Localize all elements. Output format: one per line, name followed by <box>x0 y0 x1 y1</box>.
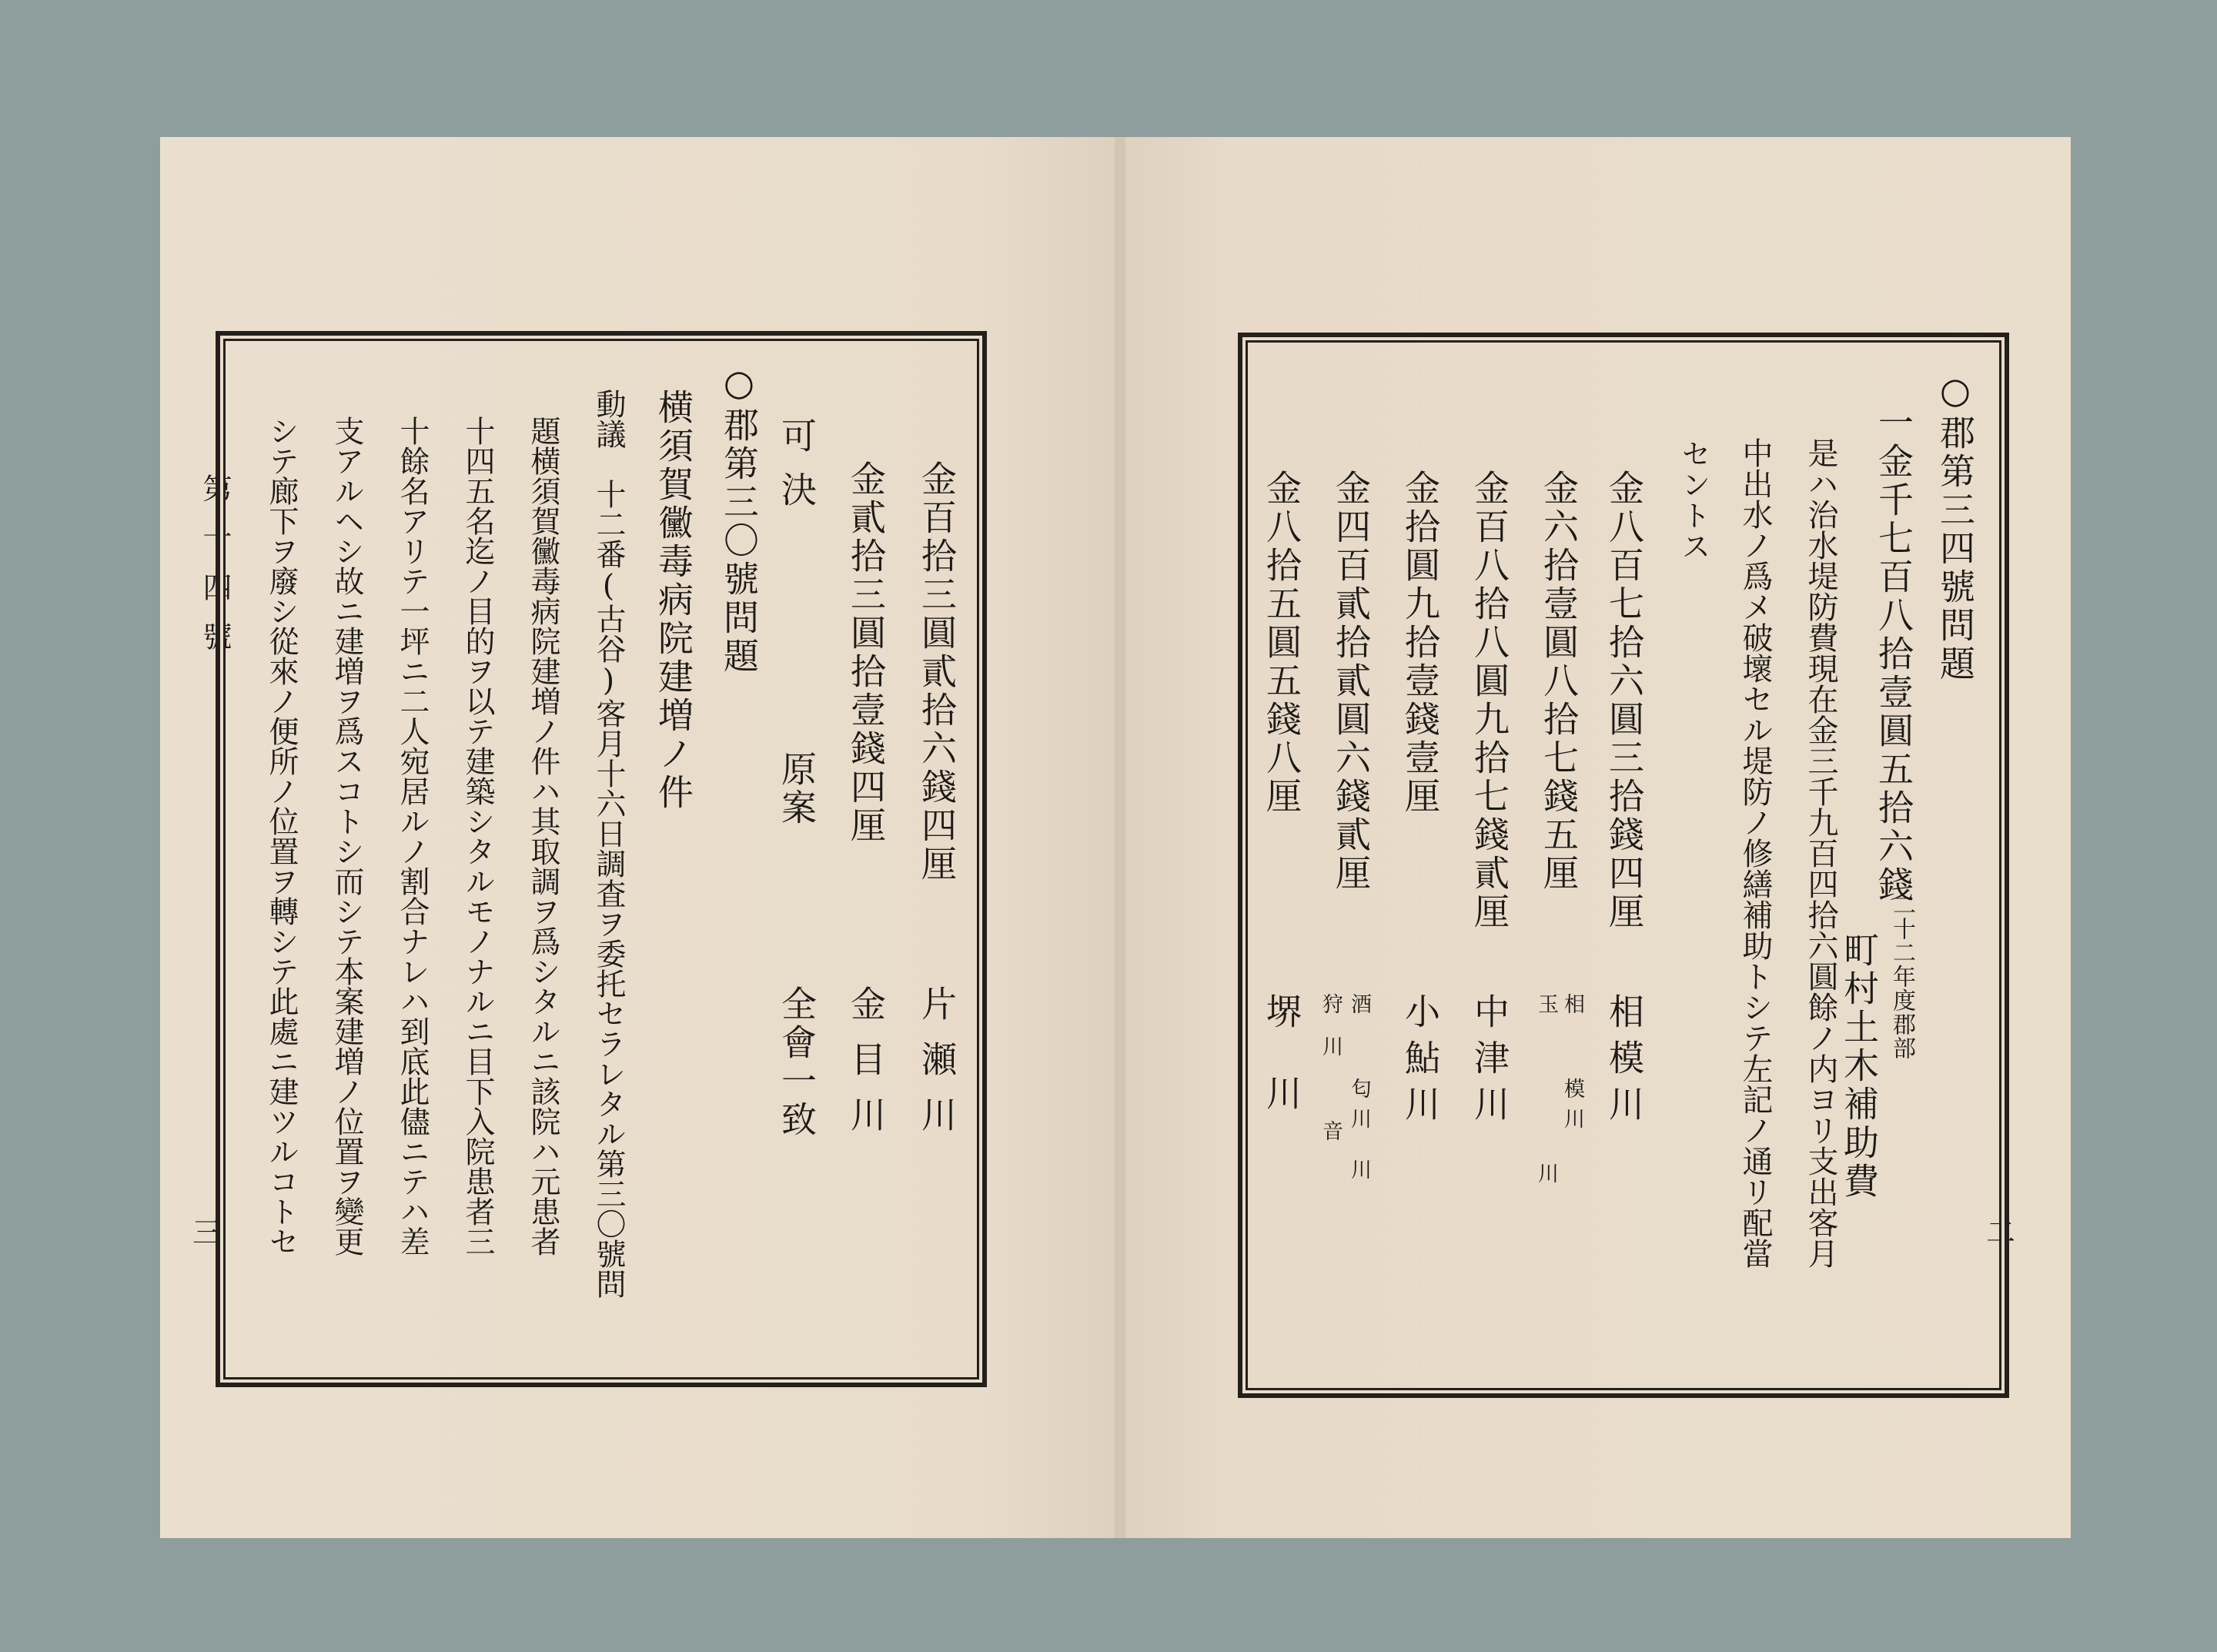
left-page-number: 三 <box>192 1216 222 1249</box>
left-line-7: 全會一致 <box>776 985 818 1139</box>
left-line-14: 支アルヘシ故ニ建増ヲ爲スコトシ而シテ本案建増ノ位置ヲ變更 <box>329 416 364 1256</box>
left-line-3: 金貳拾三圓拾壹錢四厘 <box>845 460 887 845</box>
right-line-12: 模川 <box>1560 1078 1584 1138</box>
right-line-2: 一金千七百八拾壹圓五拾六錢 <box>1873 404 1914 905</box>
left-line-10: 動議 十二番(古谷)客月十六日調査ヲ委托セラレタル第三〇號問 <box>591 389 626 1299</box>
left-line-8: ○郡第三〇號問題 <box>718 362 760 676</box>
right-line-5: 是ハ治水堤防費現在金三千九百四拾六圓餘ノ内ヨリ支出客月 <box>1803 437 1838 1269</box>
right-line-19: 金四百貳拾貳圓六錢貳厘 <box>1330 470 1372 893</box>
book-gutter <box>1115 137 1125 1538</box>
right-line-15: 金百八拾八圓九拾七錢貳厘 <box>1469 470 1510 931</box>
left-line-5: 可決 <box>776 417 818 525</box>
right-line-26: 金八拾五圓五錢八厘 <box>1261 470 1302 816</box>
right-line-11: 相 <box>1560 993 1584 1017</box>
left-line-6: 原案 <box>776 751 818 828</box>
left-line-9: 横須賀黴毒病院建増ノ件 <box>653 389 694 812</box>
right-line-1: ○郡第三四號問題 <box>1934 370 1976 684</box>
right-line-9: 相模川 <box>1603 993 1645 1132</box>
right-line-22: 川 <box>1347 1159 1371 1182</box>
right-line-21: 匂川 <box>1347 1078 1371 1138</box>
right-line-16: 中津川 <box>1469 993 1510 1132</box>
right-line-18: 小鮎川 <box>1399 993 1441 1132</box>
left-line-12: 十四五名迄ノ目的ヲ以テ建築シタルモノナルニ目下入院患者三 <box>460 416 495 1256</box>
right-line-25: 音 <box>1319 1120 1343 1144</box>
right-line-23: 狩 <box>1319 993 1343 1017</box>
left-line-4: 金目川 <box>845 985 887 1152</box>
right-line-3: 二十二年度郡部 <box>1888 893 1915 1060</box>
right-line-27: 堺川 <box>1261 993 1302 1156</box>
right-line-10: 金六拾壹圓八拾七錢五厘 <box>1538 470 1580 893</box>
right-line-17: 金拾圓九拾壹錢壹厘 <box>1399 470 1441 816</box>
right-line-4: 町村土木補助費 <box>1838 931 1880 1201</box>
right-line-7: セントス <box>1677 439 1710 562</box>
left-line-2: 片瀬川 <box>916 985 958 1152</box>
right-page-number: 二 <box>1986 1216 2016 1249</box>
left-margin-label: 第十四號 <box>198 473 232 670</box>
left-line-15: シテ廊下ヲ廢シ從來ノ便所ノ位置ヲ轉シテ此處ニ建ツルコトセ <box>264 416 299 1256</box>
right-line-8: 金八百七拾六圓三拾錢四厘 <box>1603 470 1645 931</box>
left-line-11: 題横須賀黴毒病院建増ノ件ハ其取調ヲ爲シタルニ該院ハ元患者 <box>526 416 560 1256</box>
left-line-1: 金百拾三圓貳拾六錢四厘 <box>916 460 958 884</box>
right-line-6: 中出水ノ爲メ破壞セル堤防ノ修繕補助トシテ左記ノ通リ配當 <box>1737 437 1773 1269</box>
right-line-14: 川 <box>1534 1162 1558 1186</box>
right-line-13: 玉 <box>1534 993 1558 1017</box>
right-line-24: 川 <box>1319 1035 1343 1059</box>
right-line-20: 酒 <box>1347 993 1371 1017</box>
left-line-13: 十餘名アリテ一坪ニ二人宛居ルノ割合ナレハ到底此儘ニテハ差 <box>395 416 430 1256</box>
